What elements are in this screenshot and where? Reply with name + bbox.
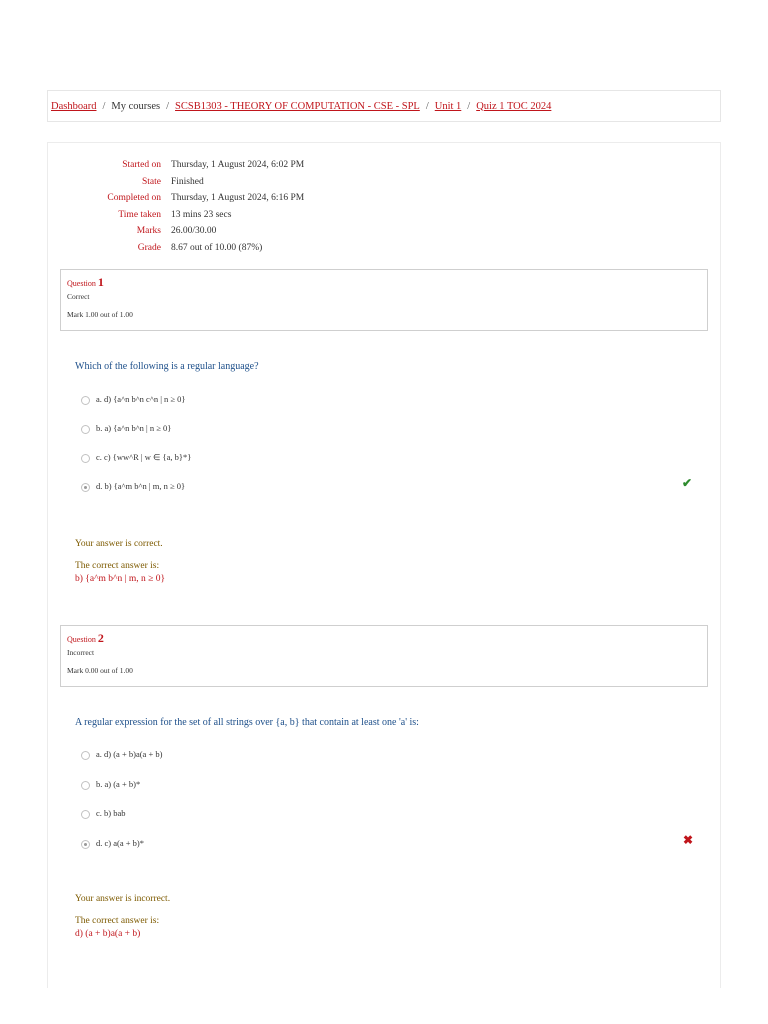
option-label: a. d) (a + b)a(a + b) bbox=[96, 749, 163, 759]
question-2-number bbox=[67, 631, 701, 646]
radio-button[interactable] bbox=[81, 781, 90, 790]
summary-row-started bbox=[48, 157, 304, 174]
time-taken-value: 13 mins 23 secs bbox=[171, 209, 232, 220]
question-prefix: Question bbox=[67, 635, 96, 644]
option-label: d. b) {a^m b^n | m, n ≥ 0} bbox=[96, 481, 186, 491]
breadcrumb-separator: / bbox=[102, 100, 106, 112]
radio-button[interactable] bbox=[81, 751, 90, 760]
question-2-text: A regular expression for the set of all strings over {a, b} that contain at least one 'a' is: bbox=[75, 717, 419, 728]
option-label: b. a) {a^n b^n | n ≥ 0} bbox=[96, 423, 172, 433]
quiz-review-region bbox=[47, 142, 721, 988]
question-1-state: Correct bbox=[67, 292, 90, 301]
question-number: 2 bbox=[97, 631, 104, 645]
question-2-state: Incorrect bbox=[67, 648, 95, 657]
question-2-feedback: Your answer is incorrect. bbox=[75, 894, 171, 904]
radio-button[interactable] bbox=[81, 454, 90, 463]
question-1-info bbox=[60, 269, 708, 331]
breadcrumb-dashboard-link[interactable]: Dashboard bbox=[51, 100, 97, 112]
question-2-right-answer bbox=[75, 915, 159, 941]
question-2-option-d[interactable] bbox=[81, 837, 144, 849]
started-value: Thursday, 1 August 2024, 6:02 PM bbox=[171, 160, 305, 170]
question-2-option-c[interactable] bbox=[81, 807, 126, 819]
breadcrumb-separator: / bbox=[425, 100, 429, 112]
grade-value: 8.67 out of 10.00 (87%) bbox=[171, 242, 263, 253]
marks-value: 26.00/30.00 bbox=[171, 226, 217, 236]
breadcrumb-quiz-link[interactable]: Quiz 1 TOC 2024 bbox=[476, 100, 552, 112]
state-label: State bbox=[142, 176, 161, 187]
question-1-right-answer bbox=[75, 560, 165, 586]
completed-label: Completed on bbox=[107, 193, 161, 203]
started-label: Started on bbox=[122, 160, 161, 170]
radio-button[interactable] bbox=[81, 425, 90, 434]
question-prefix: Question bbox=[67, 279, 96, 288]
breadcrumb-my-courses: My courses bbox=[111, 100, 161, 112]
radio-button-selected[interactable] bbox=[81, 483, 90, 492]
question-2-option-b[interactable] bbox=[81, 778, 140, 790]
question-1-number bbox=[67, 275, 701, 290]
question-number: 1 bbox=[97, 275, 104, 289]
option-label: c. c) {ww^R | w ∈ {a, b}*} bbox=[96, 451, 192, 462]
question-2-info bbox=[60, 625, 708, 687]
radio-button[interactable] bbox=[81, 810, 90, 819]
question-1-option-b[interactable] bbox=[81, 422, 171, 434]
option-label: a. d) {a^n b^n c^n | n ≥ 0} bbox=[96, 394, 186, 404]
question-1-option-d[interactable] bbox=[81, 480, 185, 492]
attempt-summary bbox=[48, 157, 304, 256]
time-taken-label: Time taken bbox=[118, 209, 161, 220]
correct-answer-label: The correct answer is: bbox=[75, 561, 160, 571]
question-1-option-a[interactable] bbox=[81, 393, 186, 405]
correct-answer-value: b) {a^m b^n | m, n ≥ 0} bbox=[75, 574, 166, 584]
state-value: Finished bbox=[171, 176, 204, 187]
breadcrumb-separator: / bbox=[467, 100, 471, 112]
marks-label: Marks bbox=[136, 226, 161, 236]
question-1-mark: Mark 1.00 out of 1.00 bbox=[67, 310, 133, 319]
breadcrumb-separator: / bbox=[166, 100, 170, 112]
summary-row-grade bbox=[48, 240, 304, 257]
cross-icon: ✖ bbox=[683, 833, 694, 847]
question-2-option-a[interactable] bbox=[81, 748, 162, 760]
summary-row-time bbox=[48, 207, 304, 224]
radio-button-selected[interactable] bbox=[81, 840, 90, 849]
check-icon: ✔ bbox=[682, 476, 693, 490]
question-1-option-c[interactable] bbox=[81, 451, 191, 463]
completed-value: Thursday, 1 August 2024, 6:16 PM bbox=[171, 193, 305, 203]
option-label: c. b) bab bbox=[96, 808, 126, 818]
breadcrumb-unit-link[interactable]: Unit 1 bbox=[434, 100, 462, 112]
summary-row-marks bbox=[48, 223, 304, 240]
correct-answer-value: d) (a + b)a(a + b) bbox=[75, 929, 141, 939]
option-label: d. c) a(a + b)* bbox=[96, 838, 144, 848]
radio-button[interactable] bbox=[81, 396, 90, 405]
grade-label: Grade bbox=[137, 242, 161, 253]
option-label: b. a) (a + b)* bbox=[96, 779, 141, 789]
summary-row-completed bbox=[48, 190, 304, 207]
question-1-feedback: Your answer is correct. bbox=[75, 539, 163, 549]
question-2-mark: Mark 0.00 out of 1.00 bbox=[67, 666, 133, 675]
correct-answer-label: The correct answer is: bbox=[75, 916, 160, 926]
question-1-text: Which of the following is a regular language? bbox=[75, 361, 259, 372]
breadcrumb-course-link[interactable]: SCSB1303 - THEORY OF COMPUTATION - CSE - SPL bbox=[175, 100, 420, 112]
breadcrumb bbox=[47, 90, 721, 122]
summary-row-state bbox=[48, 174, 304, 191]
